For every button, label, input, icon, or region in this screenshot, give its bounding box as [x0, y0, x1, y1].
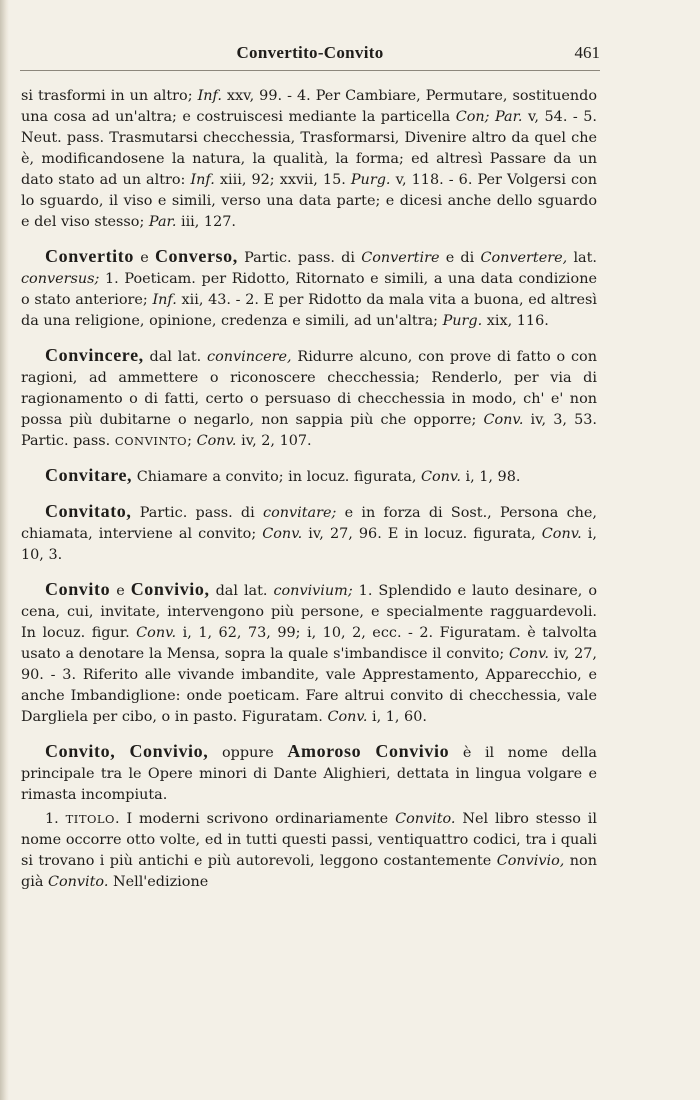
entry-text: iv, 27, 96. E in locuz. figurata, [302, 526, 542, 542]
citation-italic: Conv. [262, 526, 303, 542]
headword: Convito [45, 579, 111, 599]
entry-text: oppure [208, 745, 288, 761]
entry-text: è il nome della principale tra le Opere minori di Dante Alighieri, dettata in lingua volgare e rimasta incompiuta. [21, 745, 598, 803]
entry-text: i, 1, 62, 73, 99; i, 10, 2, ecc. - 2. Figuratam. è talvolta usato a denotare la Mensa, sopra la quale s'imbandisce il convito; [21, 625, 597, 662]
dictionary-entry [21, 579, 597, 728]
entry-text: iii, 127. [176, 214, 236, 230]
entry-paragraph [21, 809, 597, 893]
dictionary-entry [21, 86, 597, 233]
entry-text: non già [21, 853, 597, 890]
citation-italic: Inf. [152, 292, 177, 308]
dictionary-entry [21, 501, 597, 566]
headword: Converso, [154, 246, 238, 266]
citation-italic: Conv. [196, 433, 237, 449]
entry-text: e [133, 250, 155, 266]
page-number: 461 [574, 43, 600, 62]
entry-text: e di [439, 250, 481, 266]
headword: Convitato, [45, 501, 132, 521]
entry-text: i, 10, 3. [21, 526, 597, 563]
entry-text: Ridurre alcuno, con prove di fatto o con ragioni, ad ammettere o riconoscere checchessia; Renderlo, per via di ragionamento o di fatti, certo o persuaso di checchessia in modo, ch' e' non possa più dubitarne o negarlo, non sappia più che opporre; [21, 349, 597, 428]
citation-italic: Con; Par. [455, 109, 523, 125]
headword: Convitare, [45, 465, 133, 485]
entry-text: Nell'edizione [108, 874, 209, 890]
citation-italic: Conv. [509, 646, 549, 662]
dictionary-entry [21, 741, 597, 806]
citation-italic: Convito. [395, 811, 456, 827]
entry-text: . I moderni scrivono ordinariamente [115, 811, 396, 827]
citation-italic: Convivio, [496, 853, 565, 869]
entry-text: Partic. pass. di [237, 250, 362, 266]
entry-text: xxv, 99. - 4. Per Cambiare, Permutare, sostituendo una cosa ad un'altra; e costruiscesi mediante la particella [21, 88, 597, 125]
headword: Convivio, [130, 579, 210, 599]
citation-italic: Purg. [350, 172, 391, 188]
entry-text: i, 1, 98. [460, 469, 521, 485]
citation-italic: Conv. [541, 526, 582, 542]
entry-text: iv, 27, 90. - 3. Riferito alle vivande imbandite, vale Apprestamento, Apparecchio, e anche Imbandiglione: onde poeticam. Fare altrui convito di checchessia, vale Dargliela per cibo, o in pasto. Figuratam. [21, 646, 597, 725]
small-caps-term: CONVINTO [114, 434, 188, 448]
entry-text: i, 1, 60. [367, 709, 427, 725]
entry-text: si trasformi in un altro; [21, 88, 198, 104]
citation-italic: Convertere, [480, 250, 568, 266]
citation-italic: Par. [148, 214, 177, 230]
small-caps-term: TITOLO [65, 812, 115, 826]
entry-text: Chiamare a convito; in locuz. figurata, [132, 469, 421, 485]
citation-italic: convitare; [263, 505, 337, 521]
citation-italic: Inf. [190, 172, 215, 188]
entry-text: Partic. pass. di [131, 505, 264, 521]
citation-italic: Convertire [361, 250, 440, 266]
entry-text: 1. Splendido e lauto desinare, o cena, cui, invitate, intervengono più persone, e specialmente ragguardevoli. In locuz. figur. [21, 583, 597, 641]
headword: Convito, Convivio, [45, 741, 209, 761]
citation-italic: Convito. [47, 874, 109, 890]
citation-italic: conversus; [21, 271, 100, 287]
entry-text: e in forza di Sost., Persona che, chiamata, interviene al convito; [21, 505, 598, 542]
citation-italic: convivium; [273, 583, 353, 599]
entry-text: dal lat. [209, 583, 274, 599]
entry-text: 1. [45, 811, 66, 827]
entry-text: xix, 116. [482, 313, 549, 329]
citation-italic: Conv. [483, 412, 524, 428]
headword: Amoroso Convivio [287, 741, 450, 761]
entry-text: ; [187, 433, 197, 449]
entry-text: 1. Poeticam. per Ridotto, Ritornato e simili, a una data condizione o stato anteriore; [21, 271, 597, 308]
citation-italic: Conv. [327, 709, 368, 725]
entry-text: xiii, 92; xxvii, 15. [214, 172, 351, 188]
entry-text: dal lat. [143, 349, 208, 365]
dictionary-entry [21, 345, 597, 452]
entry-text: xii, 43. - 2. E per Ridotto da mala vita a buona, ed altresì da una religione, opinione, credenza e simili, ad un'altra; [21, 292, 597, 329]
entry-text: lat. [567, 250, 597, 266]
entry-text: Nel libro stesso il nome occorre otto volte, ed in tutti questi passi, ventiquattro codici, tra i quali si trovano i più antichi e più autorevoli, leggono costantemente [21, 811, 597, 869]
citation-italic: Purg. [442, 313, 483, 329]
entry-text: e [110, 583, 131, 599]
entry-text: iv, 3, 53. Partic. pass. [21, 412, 598, 449]
entry-text: iv, 2, 107. [236, 433, 312, 449]
citation-italic: convincere, [207, 349, 292, 365]
citation-italic: Conv. [420, 469, 461, 485]
dictionary-entry [21, 246, 597, 332]
page-header [20, 40, 600, 71]
headword: Convincere, [45, 345, 144, 365]
entry-text: v, 54. - 5. Neut. pass. Trasmutarsi checchessia, Trasformarsi, Divenire altro da quel che è, modificandosene la natura, la qualità, la forma; ed altresì Passare da un dato stato ad un altro: [21, 109, 597, 188]
entry-text: v, 118. - 6. Per Volgersi con lo sguardo, il viso e simili, verso una data parte; e dicesi anche dello sguardo e del viso stesso; [21, 172, 597, 230]
dictionary-entry [21, 465, 597, 488]
page-body [21, 86, 597, 893]
citation-italic: Inf. [197, 88, 222, 104]
running-head: Convertito-Convito [236, 43, 384, 62]
page-edge-shadow [0, 0, 9, 1100]
headword: Convertito [45, 246, 134, 266]
citation-italic: Conv. [136, 625, 177, 641]
